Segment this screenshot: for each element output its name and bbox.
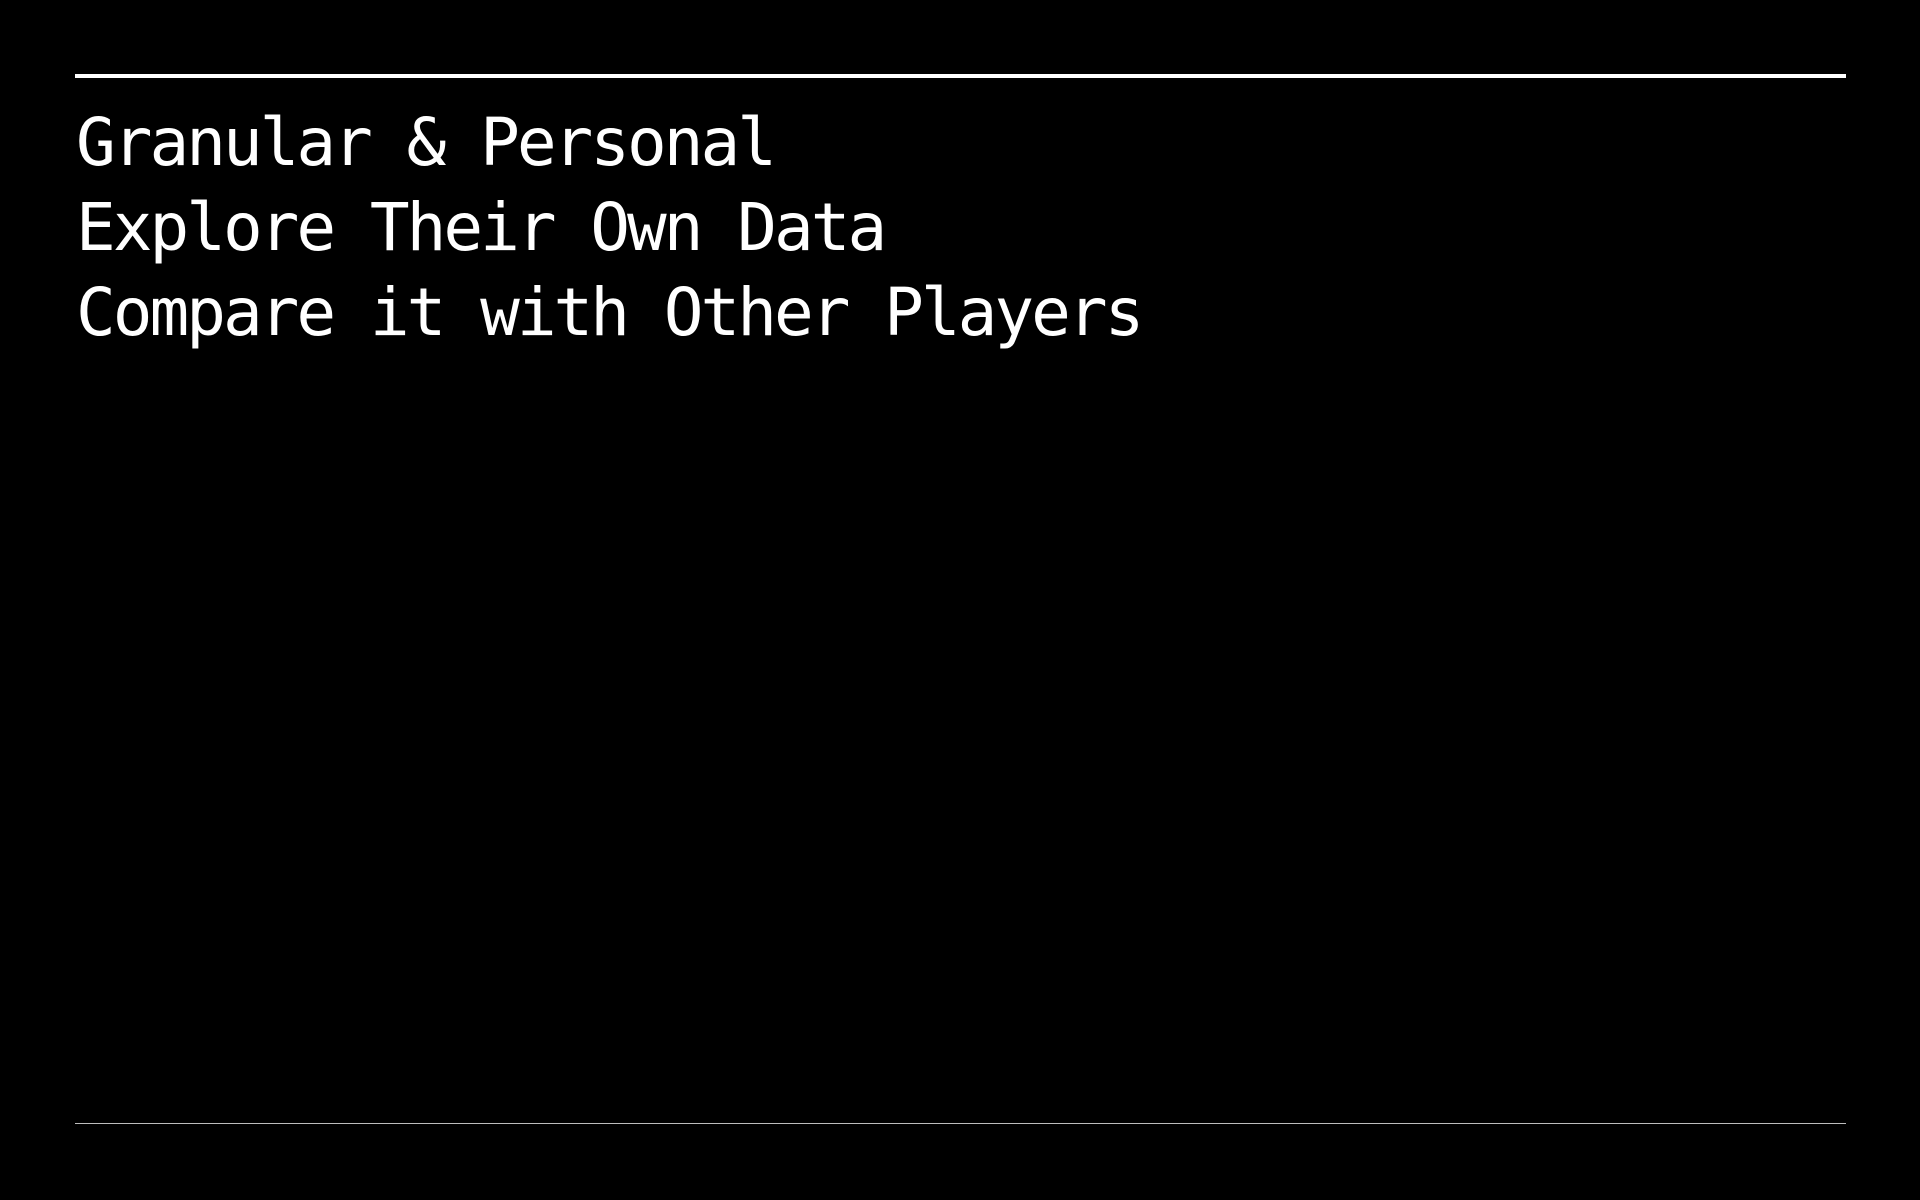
bottom-divider [75, 1123, 1846, 1124]
top-divider [75, 74, 1846, 78]
headline-list [76, 100, 1141, 355]
headline-line-1: Granular & Personal [76, 104, 774, 181]
headline-line-3: Compare it with Other Players [76, 274, 1142, 351]
headline-line-2: Explore Their Own Data [76, 189, 885, 266]
